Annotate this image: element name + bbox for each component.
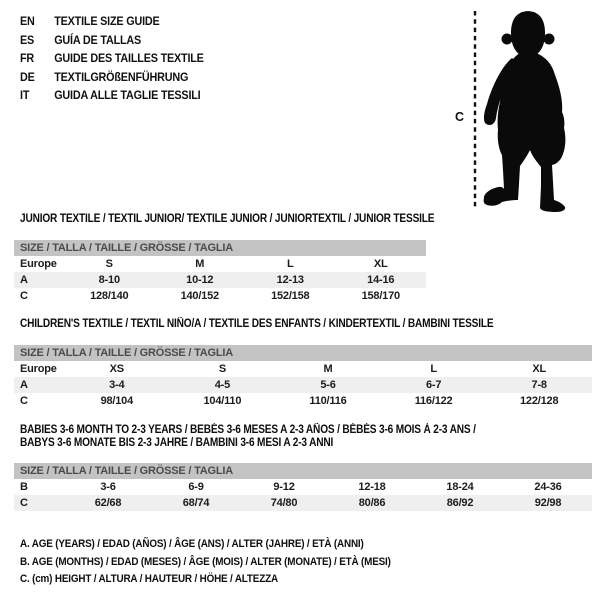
table-row xyxy=(14,495,592,511)
language-label: TEXTILE SIZE GUIDE xyxy=(54,14,160,29)
height-figure xyxy=(440,4,600,216)
table-cell: L xyxy=(286,258,294,270)
height-label: C xyxy=(455,110,465,124)
table-row xyxy=(14,479,592,495)
row-label: Europe xyxy=(20,258,57,270)
table-row xyxy=(14,256,426,272)
table-cell: 152/158 xyxy=(271,290,310,302)
table-cell: 62/68 xyxy=(94,497,122,509)
language-row xyxy=(20,49,204,68)
footnotes xyxy=(20,536,391,589)
row-label: C xyxy=(20,497,28,509)
children-size-table xyxy=(14,318,592,409)
table-cell: 8-10 xyxy=(98,274,120,286)
table-rows xyxy=(14,479,592,511)
table-cell: 10-12 xyxy=(186,274,214,286)
table-row xyxy=(14,288,426,304)
table-cell: 3-4 xyxy=(109,379,125,391)
size-header-label: SIZE / TALLA / TAILLE / GRÖSSE / TAGLIA xyxy=(20,347,234,359)
language-code: FR xyxy=(20,51,35,66)
table-cell: 7-8 xyxy=(531,379,547,391)
table-cell: 122/128 xyxy=(520,395,559,407)
table-title-line: JUNIOR TEXTILE / TEXTIL JUNIOR/ TEXTILE JUNIOR / JUNIORTEXTIL / JUNIOR TESSILE xyxy=(20,213,435,225)
size-header-label: SIZE / TALLA / TAILLE / GRÖSSE / TAGLIA xyxy=(20,242,234,254)
row-label: B xyxy=(20,481,28,493)
row-label: A xyxy=(20,379,28,391)
table-rows xyxy=(14,361,592,409)
language-row xyxy=(20,31,204,50)
language-label: TEXTILGRÖßENFÜHRUNG xyxy=(54,69,189,84)
footnote-age-years: A. AGE (YEARS) / EDAD (AÑOS) / ÂGE (ANS) / ALTER (JAHRE) / ETÀ (ANNI) xyxy=(20,538,364,550)
table-title-line: CHILDREN'S TEXTILE / TEXTIL NIÑO/A / TEXTILE DES ENFANTS / KINDERTEXTIL / BAMBINI TESSILE xyxy=(20,318,494,330)
table-cell: 80/86 xyxy=(358,497,386,509)
row-label: Europe xyxy=(20,363,57,375)
table-cell: 18-24 xyxy=(446,481,474,493)
table-row xyxy=(14,377,592,393)
table-cell: 12-18 xyxy=(358,481,386,493)
babies-size-table xyxy=(14,424,592,511)
table-title xyxy=(14,213,435,226)
language-label: GUIDE DES TAILLES TEXTILE xyxy=(54,51,204,66)
table-title xyxy=(14,318,592,331)
table-cell: 24-36 xyxy=(534,481,562,493)
size-header-label: SIZE / TALLA / TAILLE / GRÖSSE / TAGLIA xyxy=(20,465,234,477)
language-code: ES xyxy=(20,32,35,47)
table-title-line: BABYS 3-6 MONATE BIS 2-3 JAHRE / BAMBINI 3-6 MESI A 2-3 ANNI xyxy=(20,437,334,449)
language-row xyxy=(20,12,204,31)
table-cell: 6-7 xyxy=(425,379,442,391)
footnote-height: C. (cm) HEIGHT / ALTURA / HAUTEUR / HÖHE / ALTEZZA xyxy=(20,573,278,585)
table-cell: S xyxy=(218,363,226,375)
size-header-bar xyxy=(14,345,592,361)
table-title-line: BABIES 3-6 MONTH TO 2-3 YEARS / BEBÉS 3-6 MESES A 2-3 AÑOS / BÉBÉS 3-6 MOIS À 2-3 ANS / xyxy=(20,424,476,436)
table-cell: 128/140 xyxy=(90,290,129,302)
table-cell: 4-5 xyxy=(214,379,231,391)
language-guide xyxy=(20,12,204,105)
table-cell: 104/110 xyxy=(203,395,242,407)
table-cell: 116/122 xyxy=(414,395,453,407)
language-row xyxy=(20,68,204,87)
junior-size-table xyxy=(14,213,435,304)
row-label: C xyxy=(20,290,28,302)
table-cell: 110/116 xyxy=(309,395,347,407)
row-label: C xyxy=(20,395,28,407)
table-cell: 98/104 xyxy=(100,395,134,407)
table-cell: 68/74 xyxy=(182,497,210,509)
table-cell: 5-6 xyxy=(320,379,336,391)
language-row xyxy=(20,86,204,105)
language-code: IT xyxy=(20,88,30,103)
table-cell: 6-9 xyxy=(188,481,204,493)
size-header-bar xyxy=(14,240,426,256)
size-header-bar xyxy=(14,463,592,479)
table-cell: 74/80 xyxy=(270,497,298,509)
table-cell: S xyxy=(105,258,113,270)
table-cell: 3-6 xyxy=(100,481,116,493)
table-row xyxy=(14,361,592,377)
table-cell: 86/92 xyxy=(446,497,474,509)
table-title xyxy=(14,424,592,450)
table-cell: XS xyxy=(109,363,124,375)
toddler-silhouette-icon xyxy=(484,11,566,212)
table-cell: 9-12 xyxy=(273,481,295,493)
table-row xyxy=(14,393,592,409)
table-cell: XL xyxy=(532,363,547,375)
table-rows xyxy=(14,256,426,304)
table-cell: XL xyxy=(373,258,388,270)
row-label: A xyxy=(20,274,28,286)
language-code: DE xyxy=(20,69,35,84)
table-cell: M xyxy=(195,258,205,270)
table-cell: 14-16 xyxy=(367,274,395,286)
language-code: EN xyxy=(20,14,35,29)
table-row xyxy=(14,272,426,288)
table-cell: 92/98 xyxy=(534,497,562,509)
table-cell: 158/170 xyxy=(361,290,400,302)
table-cell: 140/152 xyxy=(180,290,219,302)
table-cell: M xyxy=(323,363,333,375)
table-cell: 12-13 xyxy=(276,274,304,286)
table-cell: L xyxy=(430,363,437,375)
language-label: GUÍA DE TALLAS xyxy=(54,32,142,47)
footnote-age-months: B. AGE (MONTHS) / EDAD (MESES) / ÂGE (MOIS) / ALTER (MONATE) / ETÀ (MESI) xyxy=(20,555,391,568)
language-label: GUIDA ALLE TAGLIE TESSILI xyxy=(54,88,201,103)
